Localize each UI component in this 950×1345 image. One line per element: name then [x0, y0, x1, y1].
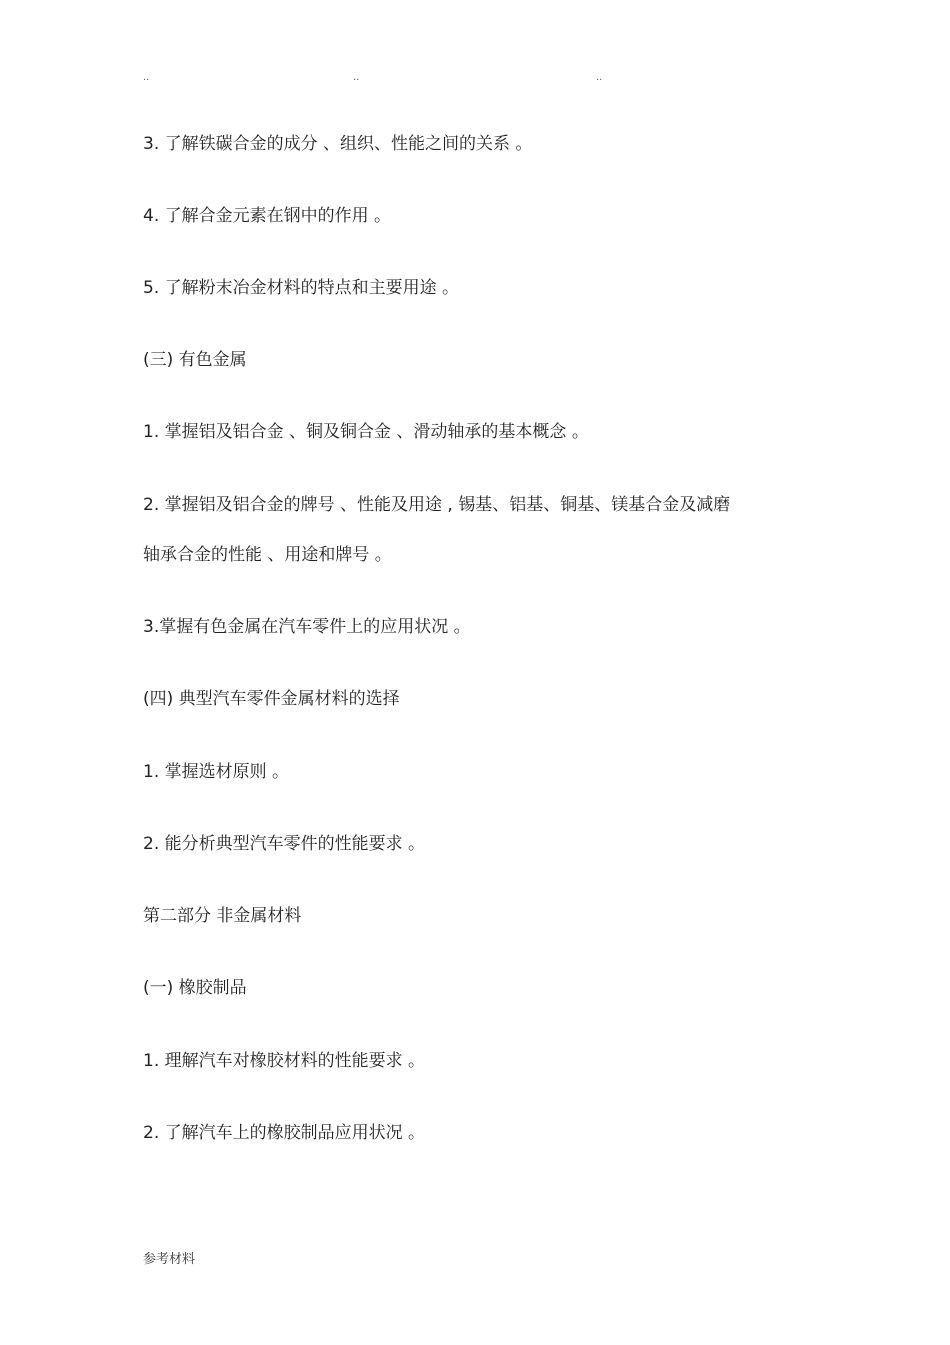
section-heading-material-selection: (四) 典型汽车零件金属材料的选择 — [143, 689, 400, 709]
header-mark-2: .. — [353, 72, 360, 83]
page-footer: 参考材料 — [143, 1252, 196, 1267]
text-line-14: 1. 理解汽车对橡胶材料的性能要求 。 — [143, 1051, 426, 1071]
text-line-2: 4. 了解合金元素在钢中的作用 。 — [143, 206, 392, 226]
header-mark-3: .. — [596, 72, 603, 83]
text-line-1: 3. 了解铁碳合金的成分 、组织、性能之间的关系 。 — [143, 134, 533, 154]
text-line-5: 1. 掌握铝及铝合金 、铜及铜合金 、滑动轴承的基本概念 。 — [143, 422, 589, 442]
text-line-7: 轴承合金的性能 、用途和牌号 。 — [143, 545, 392, 565]
section-heading-rubber: (一) 橡胶制品 — [143, 978, 247, 998]
text-line-15: 2. 了解汽车上的橡胶制品应用状况 。 — [143, 1123, 426, 1143]
part-heading-nonmetal: 第二部分 非金属材料 — [143, 906, 302, 926]
text-line-11: 2. 能分析典型汽车零件的性能要求 。 — [143, 834, 426, 854]
text-line-8: 3.掌握有色金属在汽车零件上的应用状况 。 — [143, 617, 471, 637]
text-line-10: 1. 掌握选材原则 。 — [143, 762, 290, 782]
header-mark-1: .. — [143, 72, 150, 83]
text-line-6: 2. 掌握铝及铝合金的牌号 、性能及用途 , 锡基、铝基、铜基、镁基合金及减磨 — [143, 495, 731, 515]
section-heading-nonferrous: (三) 有色金属 — [143, 350, 247, 370]
text-line-3: 5. 了解粉末冶金材料的特点和主要用途 。 — [143, 278, 460, 298]
